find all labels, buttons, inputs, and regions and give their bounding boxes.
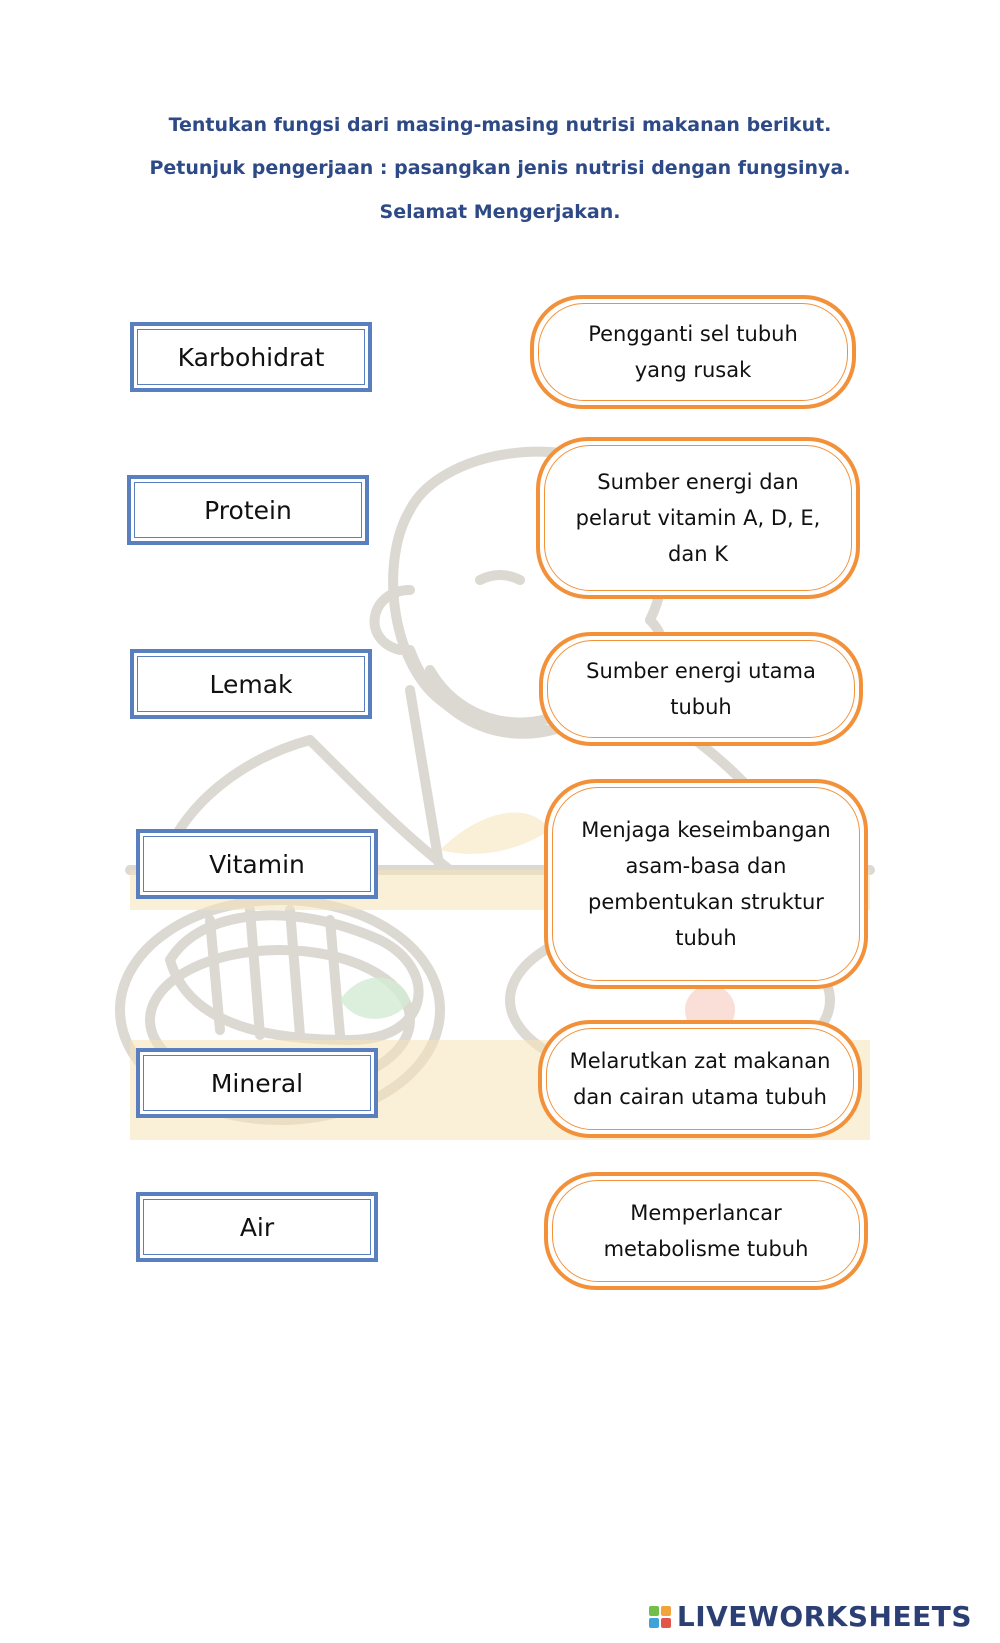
nutrient-box-karbohidrat[interactable] xyxy=(130,322,372,392)
function-text: Melarutkan zat makanan dan cairan utama tubuh xyxy=(569,1049,831,1109)
nutrient-label: Protein xyxy=(204,495,292,525)
instruction-line-2: Petunjuk pengerjaan : pasangkan jenis nutrisi dengan fungsinya. xyxy=(149,157,851,179)
nutrient-box-mineral[interactable] xyxy=(136,1048,378,1118)
liveworksheets-logo-icon xyxy=(649,1606,671,1628)
nutrient-label: Vitamin xyxy=(209,849,305,879)
brand-text: LIVEWORKSHEETS xyxy=(676,1600,972,1633)
nutrient-label: Mineral xyxy=(210,1068,304,1098)
function-text: Pengganti sel tubuh yang rusak xyxy=(588,322,798,382)
function-text: Sumber energi dan pelarut vitamin A, D, E, dan K xyxy=(575,470,821,566)
function-box-1[interactable] xyxy=(530,295,856,409)
liveworksheets-brand[interactable] xyxy=(649,1600,972,1633)
function-box-4[interactable] xyxy=(544,779,868,989)
function-text: Sumber energi utama tubuh xyxy=(586,659,816,719)
nutrient-box-lemak[interactable] xyxy=(130,649,372,719)
function-box-2[interactable] xyxy=(536,437,860,599)
function-box-3[interactable] xyxy=(539,632,863,746)
nutrient-box-protein[interactable] xyxy=(127,475,369,545)
instruction-line-1: Tentukan fungsi dari masing-masing nutrisi makanan berikut. xyxy=(168,114,832,136)
function-text: Memperlancar metabolisme tubuh xyxy=(603,1201,809,1261)
nutrient-label: Lemak xyxy=(209,669,293,699)
function-box-6[interactable] xyxy=(544,1172,868,1290)
function-text: Menjaga keseimbangan asam-basa dan pembentukan struktur tubuh xyxy=(581,818,831,950)
nutrient-label: Karbohidrat xyxy=(177,342,325,372)
nutrient-box-air[interactable] xyxy=(136,1192,378,1262)
nutrient-box-vitamin[interactable] xyxy=(136,829,378,899)
function-box-5[interactable] xyxy=(538,1020,862,1138)
instruction-line-3: Selamat Mengerjakan. xyxy=(379,201,621,223)
nutrient-label: Air xyxy=(239,1212,275,1242)
